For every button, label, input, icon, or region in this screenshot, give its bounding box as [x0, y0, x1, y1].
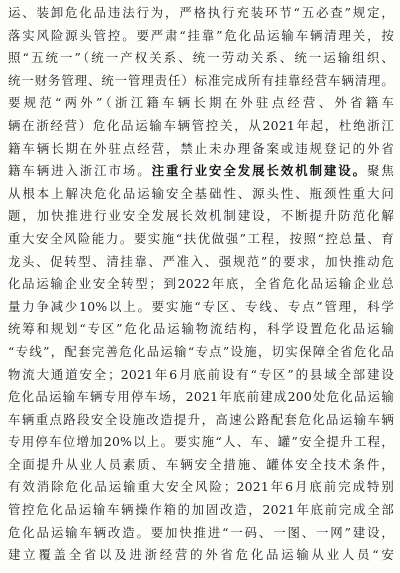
- text-line: [8, 115, 394, 138]
- text-line: [8, 47, 394, 70]
- text-line: [8, 544, 394, 567]
- body-text: 量力争减少10%以上。要实施“专区、专线、专点”管理，科学: [8, 298, 394, 314]
- body-text: 落实风险源头管控。要严肃“挂靠”危化品运输车辆清理关，按: [8, 27, 394, 43]
- body-text: 统一财务管理、统一管理责任）标准完成所有挂靠经营车辆清理。: [8, 72, 394, 88]
- text-line: [8, 25, 394, 48]
- body-text: 重大安全风险能力。要实施“扶优做强”工程，按照“控总量、育: [8, 230, 394, 246]
- body-text: 专用停车位增加20%以上。要实施“人、车、罐”安全提升工程，: [8, 434, 394, 450]
- text-line: [8, 409, 394, 432]
- body-text: 危化品运输车辆改造。要加快推进“一码、一图、一网”建设，: [8, 524, 394, 540]
- body-text: 要规范“两外”（浙江籍车辆长期在外驻点经营、外省籍车: [8, 95, 394, 111]
- text-line: [8, 205, 394, 228]
- body-text: 管控危化品运输车辆操作箱的加固改造，2021年底前完成全部: [8, 502, 394, 518]
- text-line: [8, 138, 394, 161]
- document-body-text: [8, 2, 394, 567]
- text-line: [8, 251, 394, 274]
- text-line: [8, 476, 394, 499]
- body-text: 物流大通道安全；2021年6月底前设有“专区”的县域全部建设: [8, 366, 394, 382]
- body-text: 从根本上解决危化品运输安全基础性、源头性、瓶颈性重大问: [8, 185, 394, 201]
- text-line: [8, 522, 394, 545]
- body-text: 建立覆盖全省以及进浙经营的外省危化品运输从业人员“安: [8, 547, 394, 563]
- body-text: 籍车辆进入浙江市场。: [8, 163, 152, 179]
- text-line: [8, 273, 394, 296]
- text-line: [8, 70, 394, 93]
- body-text: 龙头、促转型、清挂靠、严准入、强规范”的要求，加快推动危: [8, 253, 394, 269]
- text-line: [8, 296, 394, 319]
- text-line: [8, 92, 394, 115]
- text-line: [8, 499, 394, 522]
- text-line: [8, 318, 394, 341]
- body-text: 统筹和规划“专区”危化品运输物流结构，科学设置危化品运输: [8, 321, 394, 337]
- body-text: “专线”，配套完善危化品运输“专点”设施，切实保障全省危化品: [8, 343, 394, 359]
- text-line: [8, 228, 394, 251]
- body-text: 籍车辆长期在外驻点经营，禁止未办理备案或违规登记的外省: [8, 140, 394, 156]
- body-text: 题，加快推进行业安全发展长效机制建设，不断提升防范化解: [8, 208, 394, 224]
- body-text: 运、装卸危化品违法行为，严格执行充装环节“五必查”规定，: [8, 5, 394, 20]
- body-text: 全面提升从业人员素质、车辆安全措施、罐体安全技术条件，: [8, 456, 394, 472]
- body-text: 辆在浙经营）危化品运输车辆管控关，从2021年起，杜绝浙江: [8, 117, 394, 133]
- text-line: [8, 183, 394, 206]
- text-line: [8, 160, 394, 183]
- text-line: [8, 431, 394, 454]
- body-text: 危化品运输车辆专用停车场，2021年底前建成200处危化品运输: [8, 389, 394, 405]
- text-line: [8, 2, 394, 25]
- body-text: 有效消除危化品运输重大安全风险；2021年6月底前完成特别: [8, 479, 394, 495]
- text-line: [8, 454, 394, 477]
- text-line: [8, 341, 394, 364]
- body-text: 车辆重点路段安全设施改造提升，高速公路配套危化品运输车辆: [8, 411, 394, 427]
- body-text: 聚焦: [367, 163, 394, 179]
- text-line: [8, 364, 394, 387]
- body-text: 化品运输企业安全转型；到2022年底，全省危化品运输企业总: [8, 276, 394, 292]
- bold-heading-text: 注重行业安全发展长效机制建设。: [151, 163, 368, 179]
- body-text: 照“五统一”（统一产权关系、统一劳动关系、统一运输组织、: [8, 50, 394, 66]
- text-line: [8, 386, 394, 409]
